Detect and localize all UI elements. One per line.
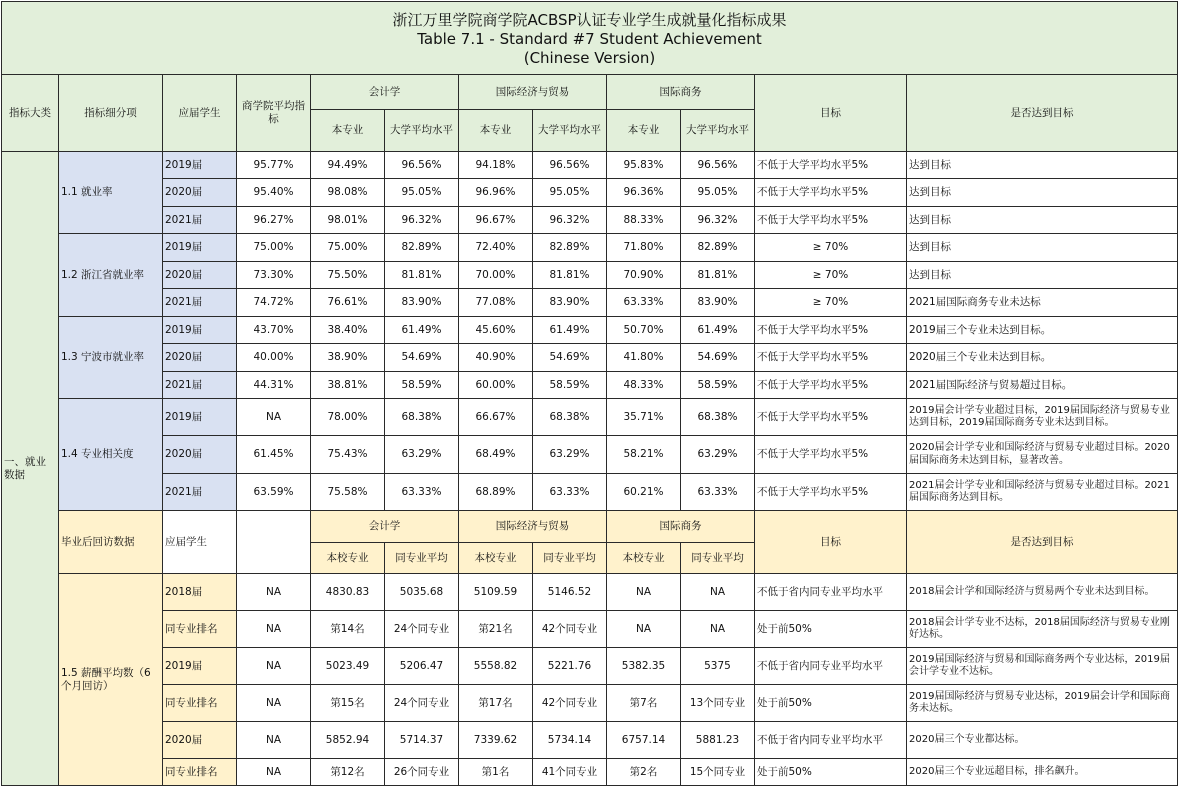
result-value: 2021届国际商务专业未达标 <box>907 289 1178 317</box>
accounting-univ-value: 63.33% <box>385 474 459 511</box>
business-peer-value: 5881.23 <box>681 722 755 759</box>
accounting-value: 75.00% <box>311 234 385 262</box>
business-value: 41.80% <box>607 344 681 372</box>
result-value: 2019届三个专业未达到目标。 <box>907 317 1178 344</box>
table-row <box>2 436 1178 474</box>
cohort-year: 同专业排名 <box>163 611 237 648</box>
business-value: 第7名 <box>607 685 681 722</box>
target-value: 不低于大学平均水平5% <box>755 152 907 179</box>
result-value: 2020届三个专业都达标。 <box>907 722 1178 759</box>
accounting-univ-value: 63.29% <box>385 436 459 474</box>
business-value: 6757.14 <box>607 722 681 759</box>
table-row <box>2 289 1178 317</box>
table-row <box>2 207 1178 234</box>
header-achieved: 是否达到目标 <box>907 75 1178 152</box>
result-value: 2021届会计学专业和国际经济与贸易专业超过目标。2021届国际商务达到目标。 <box>907 474 1178 511</box>
table-row <box>2 759 1178 786</box>
business-peer-value: 5375 <box>681 648 755 685</box>
business-value: NA <box>607 574 681 611</box>
trade-value: 66.67% <box>459 399 533 436</box>
accounting-univ-value: 82.89% <box>385 234 459 262</box>
followup-acc-peer: 同专业平均 <box>385 543 459 574</box>
business-value: 第2名 <box>607 759 681 786</box>
followup-achieved: 是否达到目标 <box>907 511 1178 574</box>
followup-trade: 国际经济与贸易 <box>459 511 607 543</box>
business-univ-value: 95.05% <box>681 179 755 207</box>
cohort-year: 同专业排名 <box>163 759 237 786</box>
table-row <box>2 722 1178 759</box>
accounting-univ-value: 83.90% <box>385 289 459 317</box>
cohort-year: 2019届 <box>163 648 237 685</box>
cohort-year: 2018届 <box>163 574 237 611</box>
trade-value: 7339.62 <box>459 722 533 759</box>
business-univ-value: 81.81% <box>681 262 755 289</box>
trade-univ-value: 83.90% <box>533 289 607 317</box>
group-name: 1.3 宁波市就业率 <box>59 317 163 399</box>
trade-value: 96.67% <box>459 207 533 234</box>
group-name: 1.4 专业相关度 <box>59 399 163 511</box>
title-line-2: Table 7.1 - Standard #7 Student Achievement <box>417 29 762 48</box>
trade-peer-value: 42个同专业 <box>533 685 607 722</box>
accounting-univ-value: 96.32% <box>385 207 459 234</box>
table-row <box>2 317 1178 344</box>
trade-peer-value: 5734.14 <box>533 722 607 759</box>
trade-univ-value: 96.56% <box>533 152 607 179</box>
result-value: 2018届会计学和国际经济与贸易两个专业未达到目标。 <box>907 574 1178 611</box>
business-univ-value: 61.49% <box>681 317 755 344</box>
accounting-peer-value: 24个同专业 <box>385 685 459 722</box>
header-target: 目标 <box>755 75 907 152</box>
header-acc-own: 本专业 <box>311 110 385 152</box>
accounting-value: 4830.83 <box>311 574 385 611</box>
target-value: 不低于大学平均水平5% <box>755 474 907 511</box>
business-univ-value: 68.38% <box>681 399 755 436</box>
result-value: 2020届会计学专业和国际经济与贸易专业超过目标。2020届国际商务未达到目标，显著改善。 <box>907 436 1178 474</box>
cohort-year: 2021届 <box>163 372 237 399</box>
trade-value: 第1名 <box>459 759 533 786</box>
cohort-year: 2019届 <box>163 152 237 179</box>
header-subcategory: 指标细分项 <box>59 75 163 152</box>
group-name: 1.1 就业率 <box>59 152 163 234</box>
followup-cohort: 应届学生 <box>163 511 237 574</box>
target-value: 不低于省内同专业平均水平 <box>755 574 907 611</box>
target-value: 不低于省内同专业平均水平 <box>755 722 907 759</box>
target-value: 不低于大学平均水平5% <box>755 317 907 344</box>
business-value: 63.33% <box>607 289 681 317</box>
cohort-year: 同专业排名 <box>163 685 237 722</box>
trade-value: 94.18% <box>459 152 533 179</box>
cohort-year: 2020届 <box>163 262 237 289</box>
cohort-year: 2021届 <box>163 289 237 317</box>
header-accounting: 会计学 <box>311 75 459 110</box>
followup-bus-own: 本校专业 <box>607 543 681 574</box>
trade-value: 96.96% <box>459 179 533 207</box>
school-avg-value: NA <box>237 611 311 648</box>
business-peer-value: 15个同专业 <box>681 759 755 786</box>
school-avg-value: 75.00% <box>237 234 311 262</box>
followup-acc-own: 本校专业 <box>311 543 385 574</box>
result-value: 达到目标 <box>907 152 1178 179</box>
school-avg-value: 74.72% <box>237 289 311 317</box>
table-title <box>2 2 1178 75</box>
accounting-peer-value: 5206.47 <box>385 648 459 685</box>
table-row <box>2 574 1178 611</box>
trade-value: 5109.59 <box>459 574 533 611</box>
business-value: 95.83% <box>607 152 681 179</box>
followup-trade-peer: 同专业平均 <box>533 543 607 574</box>
school-avg-value: 73.30% <box>237 262 311 289</box>
accounting-univ-value: 96.56% <box>385 152 459 179</box>
cohort-year: 2020届 <box>163 344 237 372</box>
business-value: 50.70% <box>607 317 681 344</box>
accounting-value: 94.49% <box>311 152 385 179</box>
table-row <box>2 262 1178 289</box>
school-avg-value: 61.45% <box>237 436 311 474</box>
school-avg-value: 43.70% <box>237 317 311 344</box>
target-value: ≥ 70% <box>755 289 907 317</box>
achievement-table <box>1 1 1178 786</box>
cohort-year: 2020届 <box>163 436 237 474</box>
table-row <box>2 648 1178 685</box>
business-univ-value: 54.69% <box>681 344 755 372</box>
school-avg-value: NA <box>237 722 311 759</box>
school-avg-value: 96.27% <box>237 207 311 234</box>
accounting-value: 5852.94 <box>311 722 385 759</box>
result-value: 2019届会计学专业超过目标，2019届国际经济与贸易专业达到目标，2019届国际商务专业未达到目标。 <box>907 399 1178 436</box>
accounting-value: 75.58% <box>311 474 385 511</box>
accounting-value: 第15名 <box>311 685 385 722</box>
cohort-year: 2019届 <box>163 317 237 344</box>
header-trade-own: 本专业 <box>459 110 533 152</box>
table-row <box>2 611 1178 648</box>
target-value: 不低于大学平均水平5% <box>755 207 907 234</box>
followup-accounting: 会计学 <box>311 511 459 543</box>
header-trade: 国际经济与贸易 <box>459 75 607 110</box>
result-value: 达到目标 <box>907 234 1178 262</box>
accounting-peer-value: 5714.37 <box>385 722 459 759</box>
salary-group-name: 1.5 薪酬平均数（6个月回访） <box>59 574 163 786</box>
trade-univ-value: 81.81% <box>533 262 607 289</box>
business-value: 5382.35 <box>607 648 681 685</box>
accounting-value: 75.43% <box>311 436 385 474</box>
business-value: 70.90% <box>607 262 681 289</box>
trade-univ-value: 54.69% <box>533 344 607 372</box>
result-value: 达到目标 <box>907 262 1178 289</box>
business-peer-value: NA <box>681 574 755 611</box>
cohort-year: 2020届 <box>163 179 237 207</box>
table-row <box>2 399 1178 436</box>
accounting-value: 98.08% <box>311 179 385 207</box>
school-avg-value: NA <box>237 648 311 685</box>
business-value: 35.71% <box>607 399 681 436</box>
result-value: 2021届国际经济与贸易超过目标。 <box>907 372 1178 399</box>
accounting-value: 38.81% <box>311 372 385 399</box>
target-value: 处于前50% <box>755 685 907 722</box>
followup-bus-peer: 同专业平均 <box>681 543 755 574</box>
trade-univ-value: 68.38% <box>533 399 607 436</box>
result-value: 2019届国际经济与贸易专业达标，2019届会计学和国际商务未达标。 <box>907 685 1178 722</box>
result-value: 达到目标 <box>907 207 1178 234</box>
accounting-peer-value: 26个同专业 <box>385 759 459 786</box>
accounting-peer-value: 5035.68 <box>385 574 459 611</box>
trade-peer-value: 5146.52 <box>533 574 607 611</box>
school-avg-value: 95.77% <box>237 152 311 179</box>
target-value: ≥ 70% <box>755 262 907 289</box>
header-business: 国际商务 <box>607 75 755 110</box>
followup-trade-own: 本校专业 <box>459 543 533 574</box>
result-value: 2020届三个专业远超目标，排名飙升。 <box>907 759 1178 786</box>
business-value: NA <box>607 611 681 648</box>
table-row <box>2 179 1178 207</box>
trade-value: 68.49% <box>459 436 533 474</box>
trade-value: 40.90% <box>459 344 533 372</box>
cohort-year: 2019届 <box>163 234 237 262</box>
business-value: 60.21% <box>607 474 681 511</box>
table-row <box>2 344 1178 372</box>
table-row <box>2 234 1178 262</box>
business-value: 58.21% <box>607 436 681 474</box>
accounting-univ-value: 95.05% <box>385 179 459 207</box>
accounting-value: 第12名 <box>311 759 385 786</box>
business-univ-value: 58.59% <box>681 372 755 399</box>
trade-value: 第21名 <box>459 611 533 648</box>
trade-value: 第17名 <box>459 685 533 722</box>
accounting-value: 38.40% <box>311 317 385 344</box>
title-line-3: (Chinese Version) <box>523 48 656 67</box>
trade-value: 77.08% <box>459 289 533 317</box>
result-value: 2020届三个专业未达到目标。 <box>907 344 1178 372</box>
accounting-value: 75.50% <box>311 262 385 289</box>
accounting-peer-value: 24个同专业 <box>385 611 459 648</box>
accounting-value: 38.90% <box>311 344 385 372</box>
header-bus-own: 本专业 <box>607 110 681 152</box>
school-avg-value: NA <box>237 759 311 786</box>
business-value: 96.36% <box>607 179 681 207</box>
trade-univ-value: 58.59% <box>533 372 607 399</box>
accounting-univ-value: 68.38% <box>385 399 459 436</box>
header-cohort: 应届学生 <box>163 75 237 152</box>
category-employment: 一、就业数据 <box>2 152 59 786</box>
trade-univ-value: 96.32% <box>533 207 607 234</box>
target-value: ≥ 70% <box>755 234 907 262</box>
target-value: 不低于大学平均水平5% <box>755 399 907 436</box>
trade-peer-value: 5221.76 <box>533 648 607 685</box>
trade-univ-value: 63.29% <box>533 436 607 474</box>
title-row <box>2 2 1178 75</box>
business-univ-value: 96.32% <box>681 207 755 234</box>
accounting-univ-value: 54.69% <box>385 344 459 372</box>
cohort-year: 2021届 <box>163 474 237 511</box>
cohort-year: 2019届 <box>163 399 237 436</box>
result-value: 2019届国际经济与贸易和国际商务两个专业达标，2019届会计学专业不达标。 <box>907 648 1178 685</box>
trade-value: 60.00% <box>459 372 533 399</box>
school-avg-value: NA <box>237 399 311 436</box>
followup-target: 目标 <box>755 511 907 574</box>
table-row <box>2 685 1178 722</box>
target-value: 不低于大学平均水平5% <box>755 372 907 399</box>
school-avg-value: 95.40% <box>237 179 311 207</box>
accounting-univ-value: 81.81% <box>385 262 459 289</box>
trade-univ-value: 82.89% <box>533 234 607 262</box>
target-value: 不低于省内同专业平均水平 <box>755 648 907 685</box>
trade-univ-value: 95.05% <box>533 179 607 207</box>
trade-value: 72.40% <box>459 234 533 262</box>
business-univ-value: 96.56% <box>681 152 755 179</box>
school-avg-value: NA <box>237 574 311 611</box>
trade-value: 70.00% <box>459 262 533 289</box>
target-value: 不低于大学平均水平5% <box>755 436 907 474</box>
header-bus-univ: 大学平均水平 <box>681 110 755 152</box>
accounting-value: 第14名 <box>311 611 385 648</box>
business-peer-value: NA <box>681 611 755 648</box>
cohort-year: 2021届 <box>163 207 237 234</box>
target-value: 不低于大学平均水平5% <box>755 344 907 372</box>
header-trade-univ: 大学平均水平 <box>533 110 607 152</box>
school-avg-value: 44.31% <box>237 372 311 399</box>
result-value: 达到目标 <box>907 179 1178 207</box>
accounting-value: 98.01% <box>311 207 385 234</box>
trade-peer-value: 42个同专业 <box>533 611 607 648</box>
table-row <box>2 372 1178 399</box>
business-peer-value: 13个同专业 <box>681 685 755 722</box>
trade-value: 68.89% <box>459 474 533 511</box>
accounting-univ-value: 58.59% <box>385 372 459 399</box>
title-line-1: 浙江万里学院商学院ACBSP认证专业学生成就量化指标成果 <box>392 10 787 29</box>
target-value: 处于前50% <box>755 759 907 786</box>
school-avg-value: NA <box>237 685 311 722</box>
followup-empty <box>237 511 311 574</box>
followup-business: 国际商务 <box>607 511 755 543</box>
target-value: 处于前50% <box>755 611 907 648</box>
followup-subcategory: 毕业后回访数据 <box>59 511 163 574</box>
accounting-value: 76.61% <box>311 289 385 317</box>
cohort-year: 2020届 <box>163 722 237 759</box>
header-category: 指标大类 <box>2 75 59 152</box>
business-value: 71.80% <box>607 234 681 262</box>
trade-value: 45.60% <box>459 317 533 344</box>
header-row-1 <box>2 75 1178 110</box>
business-univ-value: 63.33% <box>681 474 755 511</box>
header-acc-univ: 大学平均水平 <box>385 110 459 152</box>
table-row <box>2 152 1178 179</box>
business-value: 88.33% <box>607 207 681 234</box>
trade-univ-value: 63.33% <box>533 474 607 511</box>
trade-peer-value: 41个同专业 <box>533 759 607 786</box>
trade-univ-value: 61.49% <box>533 317 607 344</box>
table-row <box>2 474 1178 511</box>
header-school-avg: 商学院平均指标 <box>237 75 311 152</box>
business-univ-value: 63.29% <box>681 436 755 474</box>
trade-value: 5558.82 <box>459 648 533 685</box>
accounting-univ-value: 61.49% <box>385 317 459 344</box>
school-avg-value: 63.59% <box>237 474 311 511</box>
business-value: 48.33% <box>607 372 681 399</box>
business-univ-value: 82.89% <box>681 234 755 262</box>
accounting-value: 5023.49 <box>311 648 385 685</box>
target-value: 不低于大学平均水平5% <box>755 179 907 207</box>
result-value: 2018届会计学专业不达标，2018届国际经济与贸易专业刚好达标。 <box>907 611 1178 648</box>
followup-header-row-1 <box>2 511 1178 543</box>
business-univ-value: 83.90% <box>681 289 755 317</box>
accounting-value: 78.00% <box>311 399 385 436</box>
group-name: 1.2 浙江省就业率 <box>59 234 163 317</box>
school-avg-value: 40.00% <box>237 344 311 372</box>
